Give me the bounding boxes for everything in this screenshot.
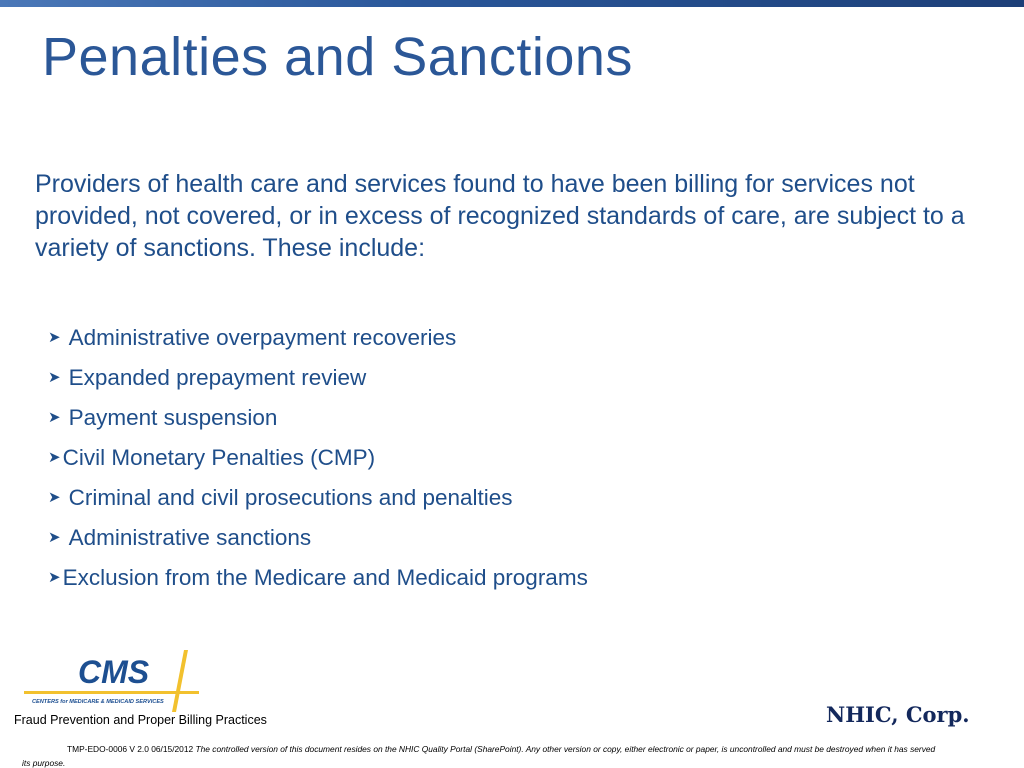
list-item-text: Expanded prepayment review xyxy=(68,365,367,390)
list-item xyxy=(48,518,588,558)
arrow-bullet-icon: ➤ xyxy=(48,529,61,546)
footer-note xyxy=(22,742,942,768)
arrow-bullet-icon: ➤ xyxy=(48,449,61,466)
intro-paragraph: Providers of health care and services found to have been billing for services not provided, not covered, or in excess of recognized standards of care, are subject to a variety of sanctions. These include: xyxy=(35,170,965,262)
arrow-bullet-icon: ➤ xyxy=(48,369,61,386)
list-item xyxy=(48,558,588,598)
cms-logo-slash xyxy=(172,650,188,712)
list-item xyxy=(48,438,588,478)
list-item-text: Administrative overpayment recoveries xyxy=(68,325,457,350)
list-item xyxy=(48,358,588,398)
list-item-text: Criminal and civil prosecutions and penalties xyxy=(68,485,513,510)
slide-title: Penalties and Sanctions xyxy=(42,27,633,87)
arrow-bullet-icon: ➤ xyxy=(48,489,61,506)
document-control-note: The controlled version of this document resides on the NHIC Quality Portal (SharePoint). Any other version or copy, either electronic or paper, is uncontrolled and must be destroyed when it has served its purpose. xyxy=(22,744,936,768)
cms-logo-text: CMS xyxy=(78,654,150,690)
cms-logo xyxy=(24,650,199,712)
list-item-text: Exclusion from the Medicare and Medicaid programs xyxy=(62,565,588,590)
top-accent-bar xyxy=(0,0,1024,7)
list-item xyxy=(48,318,588,358)
cms-logo-crossbar xyxy=(24,691,199,694)
arrow-bullet-icon: ➤ xyxy=(48,329,61,346)
arrow-bullet-icon: ➤ xyxy=(48,569,61,586)
cms-logo-subtext: CENTERS for MEDICARE & MEDICAID SERVICES xyxy=(32,699,164,705)
nhic-logo: NHIC, Corp. xyxy=(826,702,970,727)
sanctions-list xyxy=(48,318,588,598)
list-item xyxy=(48,478,588,518)
list-item-text: Payment suspension xyxy=(68,405,278,430)
list-item-text: Administrative sanctions xyxy=(68,525,312,550)
list-item xyxy=(48,398,588,438)
document-id: TMP-EDO-0006 V 2.0 06/15/2012 xyxy=(67,744,194,754)
arrow-bullet-icon: ➤ xyxy=(48,409,61,426)
footer-left-label: Fraud Prevention and Proper Billing Practices xyxy=(14,713,267,727)
list-item-text: Civil Monetary Penalties (CMP) xyxy=(62,445,376,470)
